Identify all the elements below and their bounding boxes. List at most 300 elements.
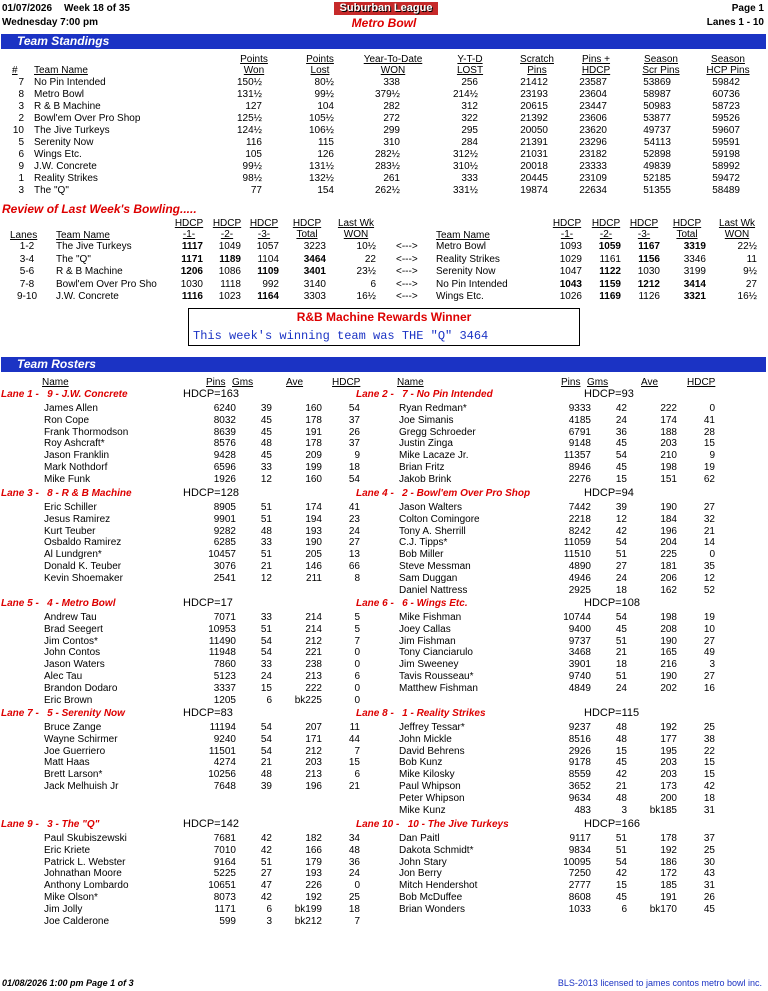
standings-value: 23182 (579, 149, 607, 160)
player-hdcp: 24 (348, 868, 360, 880)
player-pins: 9400 (568, 623, 591, 635)
review-header-g1-2-line1: HDCP (552, 218, 582, 229)
player-name: Paul Skubiszewski (44, 833, 127, 844)
standings-value: 338 (383, 77, 400, 88)
player-name: Jesus Ramirez (44, 513, 111, 525)
player-hdcp: 44 (348, 733, 360, 745)
standings-value: 52185 (643, 173, 671, 184)
standings-value: 283½ (374, 161, 400, 172)
player-pins: 599 (219, 915, 236, 927)
header-ytd-won-line1: Year-To-Date (363, 54, 423, 65)
player-pins: 9901 (213, 513, 236, 525)
player-name: James Allen (44, 403, 98, 414)
player-average: 200 (660, 792, 677, 804)
player-name: Ryan Redman* (399, 403, 467, 414)
lane-number: Lane 3 (1, 488, 33, 499)
player-pins: 9737 (568, 635, 591, 647)
lane-header (1, 598, 381, 610)
standings-value: 54113 (643, 137, 671, 148)
player-pins: 9117 (569, 833, 591, 844)
player-average: 203 (660, 757, 677, 769)
player-hdcp: 18 (348, 903, 360, 915)
player-name: Brian Fritz (399, 462, 445, 473)
player-games: 27 (615, 561, 627, 572)
player-average: 213 (305, 671, 322, 682)
review-team-a: The Jive Turkeys (56, 241, 132, 252)
player-average: 238 (305, 659, 322, 671)
review-team-b: Metro Bowl (436, 241, 487, 252)
player-average: 191 (305, 426, 322, 438)
player-average: 222 (660, 403, 677, 414)
player-hdcp: 30 (703, 856, 715, 868)
roster-header-name-2: Name (397, 377, 424, 388)
player-pins: 7010 (213, 844, 236, 856)
roster-row (355, 647, 735, 659)
player-pins: 8516 (568, 733, 591, 745)
standings-value: 131½ (308, 161, 334, 172)
roster-row (0, 868, 380, 880)
roster-row (355, 683, 735, 695)
player-games: 48 (260, 769, 272, 781)
player-average: 202 (660, 682, 677, 694)
player-average: 162 (660, 584, 677, 596)
player-hdcp: 37 (703, 833, 715, 844)
team-name: No Pin Intended (34, 77, 106, 88)
standings-value: 19874 (520, 185, 548, 196)
lane-header (1, 389, 381, 401)
player-hdcp: 54 (348, 473, 360, 485)
player-name: C.J. Tipps* (399, 537, 448, 549)
review-header-won (330, 218, 382, 240)
player-games: 54 (615, 612, 627, 623)
roster-row (0, 403, 380, 415)
player-pins: 8576 (213, 438, 236, 450)
player-hdcp: 6 (354, 769, 360, 781)
lane-header (1, 819, 381, 831)
header-season-hcp-line2: HCP Pins (706, 65, 750, 76)
player-hdcp: 19 (703, 462, 715, 473)
review-score-b: 1156 (638, 253, 660, 265)
roster-header-pins-2: Pins (561, 377, 581, 388)
player-games: 45 (260, 414, 272, 426)
player-hdcp: 9 (354, 450, 360, 462)
player-pins: 4274 (213, 757, 236, 769)
player-average: bk170 (649, 903, 677, 915)
standings-value: 23193 (520, 89, 548, 100)
roster-row (0, 659, 380, 671)
review-versus: <---> (396, 253, 418, 265)
player-games: 54 (260, 733, 272, 745)
player-pins: 8608 (568, 892, 591, 903)
player-games: 24 (260, 671, 272, 682)
roster-row (0, 904, 380, 916)
roster-row (0, 537, 380, 549)
review-score-b: 1047 (559, 266, 582, 277)
player-average: 174 (305, 502, 322, 513)
player-average: 177 (660, 733, 677, 745)
player-name: Jeffrey Tessar* (399, 722, 465, 733)
player-name: David Behrens (399, 745, 465, 757)
roster-row (355, 805, 735, 817)
header-ytd-won (357, 54, 429, 76)
player-hdcp: 26 (703, 892, 715, 903)
player-name: Jim Fishman (399, 635, 456, 647)
player-average: 204 (660, 537, 677, 549)
header-pins-hdcp-line2: HDCP (581, 65, 611, 76)
player-average: bk185 (649, 804, 677, 816)
player-average: 205 (305, 549, 322, 561)
lane-label (1, 488, 132, 499)
roster-row (355, 450, 735, 462)
player-pins: 2925 (568, 584, 591, 596)
player-name: Mike Lacaze Jr. (399, 450, 469, 462)
standings-row (0, 137, 768, 149)
player-name: Brett Larson* (44, 769, 103, 781)
footer-right: BLS-2013 licensed to james contos metro bowl inc. (557, 978, 762, 988)
review-header-total-2-line1: HDCP (672, 218, 702, 229)
roster-header-pins: Pins (206, 377, 226, 388)
player-hdcp: 18 (703, 792, 715, 804)
player-name: Kurt Teuber (44, 525, 96, 537)
review-score-b: 9½ (743, 266, 757, 277)
player-average: 166 (305, 844, 322, 856)
lane-header (356, 598, 736, 610)
player-average: 198 (660, 612, 677, 623)
review-score-b: 11 (746, 253, 757, 265)
roster-row (355, 746, 735, 758)
roster-header-ave: Ave (286, 377, 304, 388)
player-average: 192 (660, 844, 677, 856)
player-hdcp: 62 (703, 473, 715, 485)
player-name: Eric Brown (44, 694, 93, 706)
player-hdcp: 25 (348, 892, 360, 903)
player-games: 45 (615, 757, 627, 769)
player-hdcp: 16 (703, 682, 715, 694)
player-games: 54 (615, 856, 627, 868)
standings-value: 58723 (712, 101, 740, 112)
review-score-b: 1029 (559, 253, 582, 265)
team-number: 5 (18, 137, 24, 148)
review-score-a: 16½ (356, 291, 376, 302)
roster-row (355, 573, 735, 585)
player-name: Tony Cianciarulo (399, 647, 473, 659)
player-average: 212 (305, 745, 322, 757)
player-games: 45 (615, 438, 627, 450)
player-games: 54 (260, 635, 272, 647)
lane-label (1, 708, 125, 719)
player-hdcp: 13 (348, 549, 360, 561)
player-games: 39 (615, 502, 627, 513)
review-score-a: 1023 (218, 291, 241, 302)
standings-value: 125½ (236, 113, 262, 124)
player-hdcp: 0 (709, 403, 715, 414)
standings-value: 23333 (579, 161, 607, 172)
player-pins: 2276 (568, 473, 591, 485)
review-score-b: 3321 (683, 291, 706, 302)
player-pins: 3901 (568, 659, 591, 671)
player-games: 33 (260, 612, 272, 623)
player-hdcp: 11 (349, 722, 360, 733)
team-hdcp: HDCP=17 (183, 597, 233, 609)
roster-row (0, 880, 380, 892)
roster-row (0, 671, 380, 683)
header-season-hcp-line1: Season (711, 54, 745, 65)
player-games: 6 (266, 903, 272, 915)
player-games: 12 (260, 473, 272, 485)
player-hdcp: 15 (703, 769, 715, 781)
header-points-won-line2: Won (243, 65, 265, 76)
player-hdcp: 38 (703, 733, 715, 745)
standings-value: 59198 (712, 149, 740, 160)
standings-value: 53869 (643, 77, 671, 88)
player-hdcp: 36 (348, 856, 360, 868)
lane-label (356, 598, 468, 609)
rewards-text: This week's winning team was THE "Q" 3464 (193, 329, 489, 343)
roster-row (0, 438, 380, 450)
review-score-b: 1043 (559, 278, 582, 290)
standings-value: 214½ (452, 89, 478, 100)
player-name: Eric Schiller (44, 502, 97, 513)
player-hdcp: 5 (354, 623, 360, 635)
team-number: 6 (18, 149, 24, 160)
player-games: 51 (615, 671, 627, 682)
roster-row (0, 427, 380, 439)
standings-row (0, 89, 768, 101)
player-name: Bob Kunz (399, 757, 443, 769)
player-average: 214 (305, 623, 322, 635)
player-games: 21 (260, 757, 272, 769)
header-team: Team Name (34, 65, 88, 76)
review-header-g3-2-line2: -3- (637, 229, 651, 240)
player-hdcp: 54 (348, 403, 360, 414)
standings-value: 272 (383, 113, 400, 124)
player-average: 192 (660, 722, 677, 733)
roster-row (0, 722, 380, 734)
review-team-b: No Pin Intended (436, 278, 508, 290)
standings-value: 49839 (643, 161, 671, 172)
player-average: 206 (660, 572, 677, 584)
player-games: 48 (260, 438, 272, 450)
review-score-a: 1057 (256, 241, 279, 252)
player-pins: 1205 (213, 694, 236, 706)
roster-row (0, 695, 380, 707)
standings-value: 154 (317, 185, 334, 196)
player-pins: 1033 (568, 903, 591, 915)
player-pins: 7648 (213, 781, 236, 792)
roster-row (355, 636, 735, 648)
roster-row (355, 462, 735, 474)
team-name: Metro Bowl (34, 89, 85, 100)
roster-row (355, 722, 735, 734)
review-score-a: 10½ (356, 241, 376, 252)
player-name: Frank Thormodson (44, 426, 129, 438)
player-hdcp: 7 (354, 745, 360, 757)
player-hdcp: 52 (703, 584, 715, 596)
lane-number: Lane 9 (1, 819, 33, 830)
roster-row (355, 561, 735, 573)
standings-value: 51355 (643, 185, 671, 196)
player-name: Jim Contos* (44, 635, 98, 647)
player-games: 51 (615, 635, 627, 647)
player-average: 225 (660, 549, 677, 561)
player-hdcp: 66 (348, 561, 360, 572)
standings-value: 312 (461, 101, 478, 112)
roster-row (0, 549, 380, 561)
player-hdcp: 43 (703, 868, 715, 880)
player-hdcp: 23 (348, 513, 360, 525)
player-games: 51 (260, 513, 272, 525)
roster-row (355, 781, 735, 793)
lane-number: Lane 1 (1, 389, 33, 400)
lane-team: - 9 - J.W. Concrete (32, 389, 128, 400)
standings-value: 331½ (452, 185, 478, 196)
team-number: 10 (12, 125, 24, 136)
roster-row (355, 438, 735, 450)
player-pins: 3076 (213, 561, 236, 572)
team-name: Wings Etc. (34, 149, 82, 160)
review-header-g2-2-line2: -2- (599, 229, 613, 240)
standings-value: 20050 (520, 125, 548, 136)
review-score-a: 1206 (180, 266, 203, 277)
lane-team: - 1 - Reality Strikes (387, 708, 486, 719)
player-name: Wayne Schirmer (44, 733, 118, 745)
team-number: 7 (18, 77, 24, 88)
standings-value: 49737 (643, 125, 671, 136)
standings-row (0, 113, 768, 125)
player-games: 45 (260, 426, 272, 438)
standings-value: 126 (317, 149, 334, 160)
lane-header (356, 389, 736, 401)
report-date: 01/07/2026 (2, 3, 53, 14)
player-games: 15 (615, 880, 627, 892)
review-score-a: 1086 (218, 266, 241, 277)
player-hdcp: 34 (348, 833, 360, 844)
team-name: J.W. Concrete (34, 161, 97, 172)
review-team-b: Reality Strikes (436, 253, 500, 265)
player-name: Mike Kunz (399, 804, 446, 816)
team-number: 9 (18, 161, 24, 172)
player-pins: 9164 (213, 856, 236, 868)
player-hdcp: 0 (354, 880, 360, 892)
player-average: 179 (305, 856, 322, 868)
roster-row (0, 573, 380, 585)
player-name: Dan Paitl (399, 833, 440, 844)
lane-label (1, 819, 99, 830)
standings-value: 58489 (712, 185, 740, 196)
player-pins: 11490 (208, 635, 236, 647)
team-name: R & B Machine (34, 101, 101, 112)
player-name: Joey Callas (399, 623, 451, 635)
header-ytd-lost-line1: Y-T-D (457, 54, 483, 65)
player-games: 18 (615, 659, 627, 671)
player-games: 51 (260, 502, 272, 513)
player-games: 6 (621, 903, 627, 915)
player-average: 190 (660, 502, 677, 513)
team-hdcp: HDCP=166 (584, 818, 640, 830)
player-games: 12 (615, 513, 627, 525)
review-row (0, 266, 768, 278)
player-pins: 9240 (213, 733, 236, 745)
player-hdcp: 28 (703, 426, 715, 438)
player-hdcp: 15 (703, 757, 715, 769)
roster-row (0, 624, 380, 636)
review-header-team: Team Name (56, 230, 110, 241)
review-header-g3-line2: -3- (257, 229, 271, 240)
review-header-won-line2: WON (343, 229, 369, 240)
standings-value: 261 (383, 173, 400, 184)
team-hdcp: HDCP=93 (584, 388, 634, 400)
player-hdcp: 41 (348, 502, 360, 513)
player-name: Bob McDuffee (399, 892, 463, 903)
review-lanes: 1-2 (19, 241, 35, 252)
player-pins: 11059 (563, 537, 591, 549)
roster-header-gms: Gms (232, 377, 254, 388)
roster-row (355, 845, 735, 857)
team-hdcp: HDCP=83 (183, 707, 233, 719)
player-games: 51 (260, 856, 272, 868)
team-number: 1 (18, 173, 24, 184)
roster-row (0, 647, 380, 659)
standings-value: 116 (246, 137, 262, 148)
player-pins: 10256 (208, 769, 236, 781)
player-games: 42 (260, 892, 272, 903)
roster-header-gms-2: Gms (587, 377, 609, 388)
roster-row (0, 462, 380, 474)
player-pins: 4185 (568, 414, 591, 426)
standings-value: 99½ (314, 89, 334, 100)
player-games: 48 (615, 733, 627, 745)
standings-value: 312½ (452, 149, 478, 160)
review-header-g1-2-line2: -1- (560, 229, 574, 240)
standings-value: 20018 (520, 161, 548, 172)
roster-row (0, 769, 380, 781)
player-pins: 4890 (568, 561, 591, 572)
player-games: 42 (260, 833, 272, 844)
standings-value: 104 (317, 101, 334, 112)
player-hdcp: 48 (348, 844, 360, 856)
player-pins: 7442 (568, 502, 591, 513)
player-pins: 8032 (213, 414, 236, 426)
rosters-section-bar: Team Rosters (1, 357, 766, 372)
player-pins: 11510 (563, 549, 591, 561)
standings-value: 77 (250, 185, 262, 196)
lane-header (1, 708, 381, 720)
review-header-total-2 (661, 218, 713, 240)
player-name: Joe Guerriero (44, 745, 106, 757)
review-score-b: 3199 (683, 266, 706, 277)
review-header-total-2-line2: Total (676, 229, 698, 240)
player-average: 203 (305, 757, 322, 769)
standings-row (0, 161, 768, 173)
player-name: Jack Melhuish Jr (44, 781, 119, 792)
player-name: Osbaldo Ramirez (44, 537, 122, 549)
player-hdcp: 35 (703, 561, 715, 572)
player-average: 195 (660, 745, 677, 757)
roster-row (355, 585, 735, 597)
player-pins: 7860 (213, 659, 236, 671)
review-row (0, 254, 768, 266)
player-average: 160 (305, 403, 322, 414)
review-versus: <---> (396, 266, 418, 277)
player-pins: 10744 (563, 612, 591, 623)
review-score-a: 23½ (356, 266, 376, 277)
player-average: 178 (305, 438, 322, 450)
player-average: 203 (660, 769, 677, 781)
player-pins: 6791 (568, 426, 591, 438)
player-games: 45 (615, 462, 627, 473)
player-games: 21 (615, 781, 627, 792)
player-pins: 8946 (568, 462, 591, 473)
